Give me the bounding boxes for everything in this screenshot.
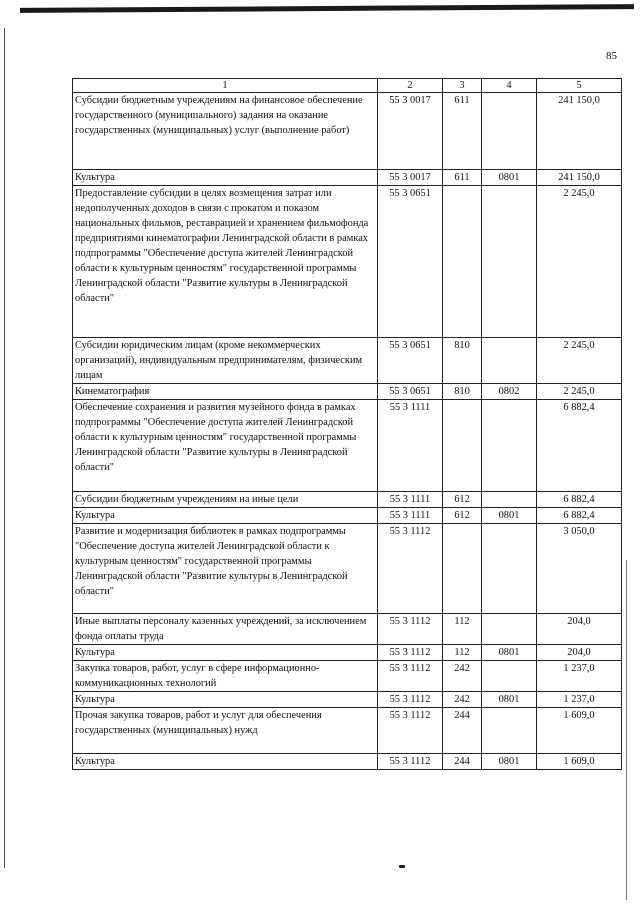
row-amount: 241 150,0 [537, 170, 622, 186]
row-target-code: 55 3 1112 [378, 708, 443, 754]
row-amount: 6 882,4 [537, 508, 622, 524]
row-expense-type: 112 [443, 614, 482, 645]
row-section-code: 0801 [482, 754, 537, 770]
table-row [73, 93, 622, 170]
table-row [73, 384, 622, 400]
row-name: Предоставление субсидии в целях возмещения затрат или недополученных доходов в связи с прокатом и показом национальных фильмов, реставрацией и хранением фильмофонда предприятиями кинематографии Ленинградской области в рамках подпрограммы "Обеспечение доступа жителей Ленинградской области к культурным ценностям" государственной программы Ленинградской области "Развитие культуры в Ленинградской области" [73, 186, 378, 338]
row-expense-type: 244 [443, 708, 482, 754]
row-amount: 1 237,0 [537, 692, 622, 708]
row-name: Субсидии юридическим лицам (кроме некоммерческих организаций), индивидуальным предпринимателям, физическим лицам [73, 338, 378, 384]
row-name: Культура [73, 508, 378, 524]
table-row [73, 645, 622, 661]
row-amount: 3 050,0 [537, 524, 622, 614]
scan-border-top [20, 4, 634, 13]
row-section-code [482, 400, 537, 492]
row-target-code: 55 3 1112 [378, 754, 443, 770]
row-target-code: 55 3 1112 [378, 524, 443, 614]
row-section-code [482, 708, 537, 754]
row-section-code [482, 524, 537, 614]
row-amount: 204,0 [537, 645, 622, 661]
scan-edge-left [4, 28, 5, 868]
row-amount: 2 245,0 [537, 384, 622, 400]
row-expense-type: 612 [443, 508, 482, 524]
row-target-code: 55 3 0651 [378, 186, 443, 338]
row-amount: 1 609,0 [537, 754, 622, 770]
table-row [73, 524, 622, 614]
page-number: 85 [606, 50, 617, 62]
row-section-code [482, 492, 537, 508]
row-name: Культура [73, 692, 378, 708]
row-amount: 1 609,0 [537, 708, 622, 754]
row-target-code: 55 3 1112 [378, 614, 443, 645]
row-expense-type [443, 186, 482, 338]
row-expense-type [443, 524, 482, 614]
row-amount: 1 237,0 [537, 661, 622, 692]
row-name: Культура [73, 754, 378, 770]
row-name: Обеспечение сохранения и развития музейного фонда в рамках подпрограммы "Обеспечение доступа жителей Ленинградской области к культурным ценностям" государственной программы Ленинградской области "Развитие культуры в Ленинградской области" [73, 400, 378, 492]
row-section-code [482, 93, 537, 170]
row-name: Культура [73, 645, 378, 661]
row-expense-type: 112 [443, 645, 482, 661]
row-section-code [482, 614, 537, 645]
row-target-code: 55 3 1112 [378, 645, 443, 661]
row-target-code: 55 3 1111 [378, 492, 443, 508]
budget-table [72, 78, 622, 770]
scan-speck [399, 865, 405, 868]
row-target-code: 55 3 1112 [378, 661, 443, 692]
row-name: Субсидии бюджетным учреждениям на финансовое обеспечение государственного (муниципального) задания на оказание государственных (муниципальных) услуг (выполнение работ) [73, 93, 378, 170]
table-row [73, 400, 622, 492]
row-target-code: 55 3 0651 [378, 338, 443, 384]
row-amount: 241 150,0 [537, 93, 622, 170]
row-section-code: 0801 [482, 645, 537, 661]
table-row [73, 754, 622, 770]
table-row [73, 708, 622, 754]
row-target-code: 55 3 1112 [378, 692, 443, 708]
row-amount: 2 245,0 [537, 338, 622, 384]
row-name: Иные выплаты персоналу казенных учреждений, за исключением фонда оплаты труда [73, 614, 378, 645]
row-expense-type: 242 [443, 692, 482, 708]
column-header-2: 2 [378, 79, 443, 93]
row-amount: 204,0 [537, 614, 622, 645]
row-expense-type: 810 [443, 384, 482, 400]
row-target-code: 55 3 1111 [378, 400, 443, 492]
row-amount: 6 882,4 [537, 400, 622, 492]
row-name: Прочая закупка товаров, работ и услуг для обеспечения государственных (муниципальных) нужд [73, 708, 378, 754]
row-expense-type [443, 400, 482, 492]
table-row [73, 170, 622, 186]
table-row [73, 614, 622, 645]
row-expense-type: 611 [443, 170, 482, 186]
row-section-code: 0801 [482, 170, 537, 186]
column-header-5: 5 [537, 79, 622, 93]
row-expense-type: 244 [443, 754, 482, 770]
scan-edge-right [626, 560, 627, 900]
row-section-code [482, 338, 537, 384]
row-amount: 2 245,0 [537, 186, 622, 338]
row-name: Развитие и модернизация библиотек в рамках подпрограммы "Обеспечение доступа жителей Ленинградской области к культурным ценностям" государственной программы Ленинградской области "Развитие культуры в Ленинградской области" [73, 524, 378, 614]
row-name: Культура [73, 170, 378, 186]
row-target-code: 55 3 1111 [378, 508, 443, 524]
row-expense-type: 242 [443, 661, 482, 692]
row-name: Кинематография [73, 384, 378, 400]
row-name: Субсидии бюджетным учреждениям на иные цели [73, 492, 378, 508]
row-expense-type: 810 [443, 338, 482, 384]
row-section-code: 0802 [482, 384, 537, 400]
row-target-code: 55 3 0017 [378, 170, 443, 186]
table-row [73, 508, 622, 524]
table-row [73, 186, 622, 338]
row-section-code [482, 661, 537, 692]
row-name: Закупка товаров, работ, услуг в сфере информационно-коммуникационных технологий [73, 661, 378, 692]
row-expense-type: 612 [443, 492, 482, 508]
column-header-1: 1 [73, 79, 378, 93]
row-amount: 6 882,4 [537, 492, 622, 508]
table-header-row [73, 79, 622, 93]
row-target-code: 55 3 0017 [378, 93, 443, 170]
row-expense-type: 611 [443, 93, 482, 170]
table-row [73, 661, 622, 692]
row-target-code: 55 3 0651 [378, 384, 443, 400]
table-row [73, 692, 622, 708]
row-section-code: 0801 [482, 692, 537, 708]
table-row [73, 338, 622, 384]
row-section-code: 0801 [482, 508, 537, 524]
column-header-3: 3 [443, 79, 482, 93]
row-section-code [482, 186, 537, 338]
table-row [73, 492, 622, 508]
column-header-4: 4 [482, 79, 537, 93]
